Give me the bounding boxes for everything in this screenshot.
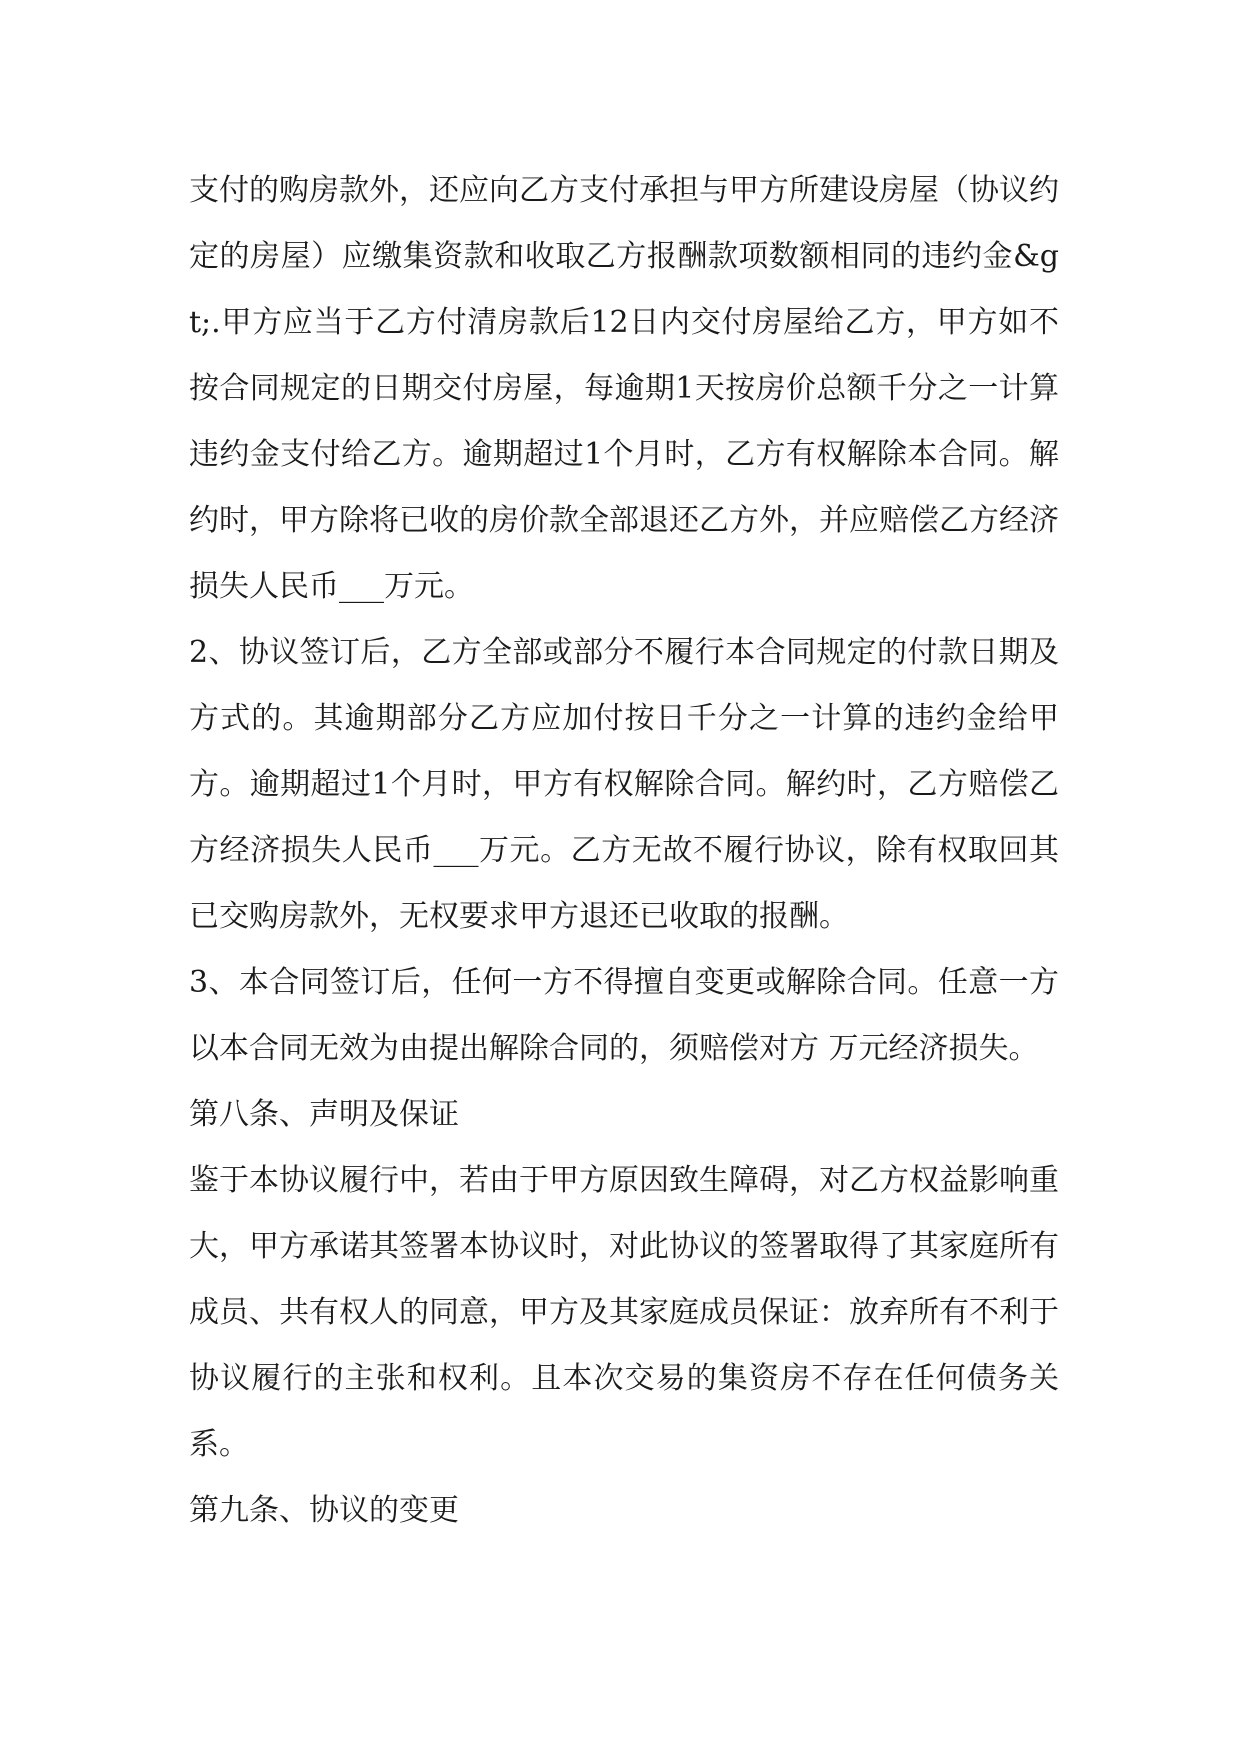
document-page [189, 158, 1059, 1544]
paragraph-penalty-party-a: 支付的购房款外，还应向乙方支付承担与甲方所建设房屋（协议约定的房屋）应缴集资款和收取乙方报酬款项数额相同的违约金&gt;.甲方应当于乙方付清房款后12日内交付房屋给乙方，甲方如不按合同规定的日期交付房屋，每逾期1天按房价总额千分之一计算违约金支付给乙方。逾期超过1个月时，乙方有权解除本合同。解约时，甲方除将已收的房价款全部退还乙方外，并应赔偿乙方经济损失人民币___万元。 [189, 173, 1059, 604]
section-heading-article-9: 第九条、协议的变更 [189, 1493, 459, 1528]
paragraph-declaration-guarantee: 鉴于本协议履行中，若由于甲方原因致生障碍，对乙方权益影响重大，甲方承诺其签署本协议时，对此协议的签署取得了其家庭所有成员、共有权人的同意，甲方及其家庭成员保证：放弃所有不利于协议履行的主张和权利。且本次交易的集资房不存在任何债务关系。 [189, 1163, 1059, 1462]
paragraph-clause-3: 3、本合同签订后，任何一方不得擅自变更或解除合同。任意一方以本合同无效为由提出解除合同的，须赔偿对方 万元经济损失。 [189, 965, 1059, 1066]
section-heading-article-8: 第八条、声明及保证 [189, 1097, 459, 1132]
paragraph-clause-2: 2、协议签订后，乙方全部或部分不履行本合同规定的付款日期及方式的。其逾期部分乙方应加付按日千分之一计算的违约金给甲方。逾期超过1个月时，甲方有权解除合同。解约时，乙方赔偿乙方经济损失人民币___万元。乙方无故不履行协议，除有权取回其已交购房款外，无权要求甲方退还已收取的报酬。 [189, 635, 1059, 934]
